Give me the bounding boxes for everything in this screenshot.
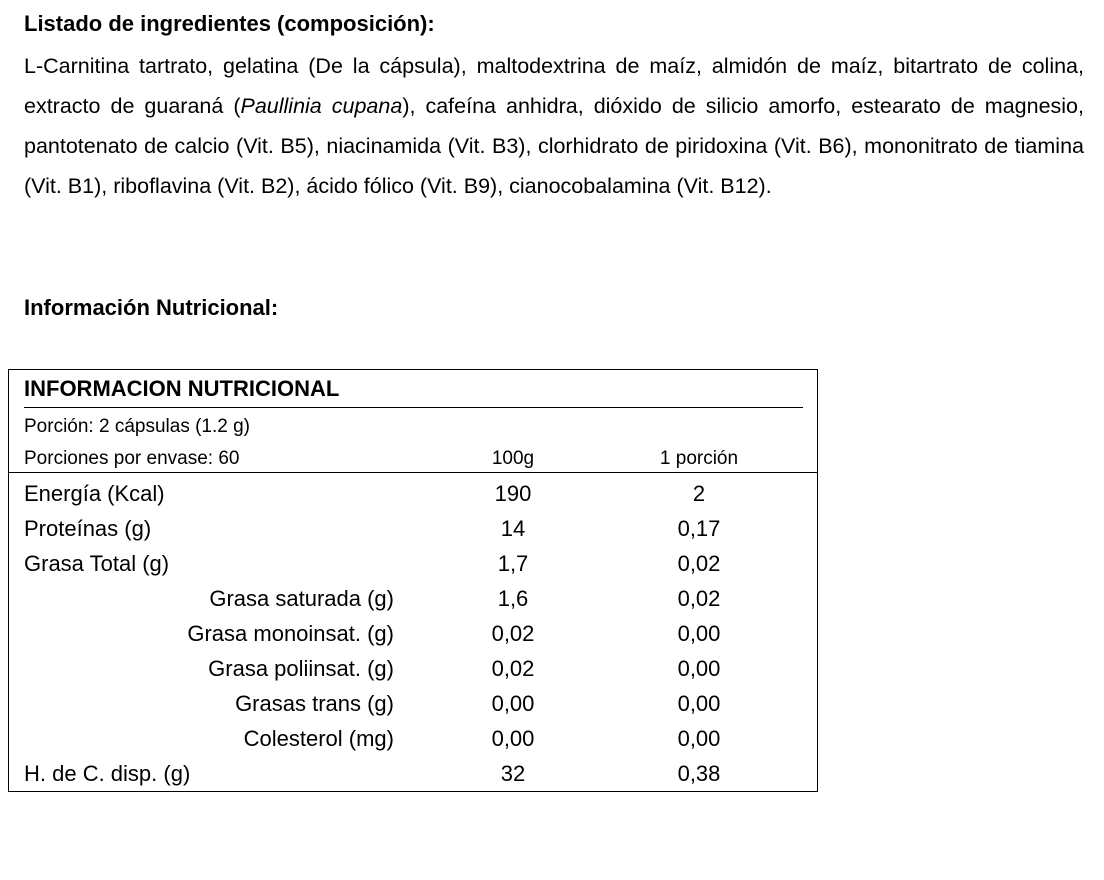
nutrient-name: Energía (Kcal): [24, 481, 165, 506]
nutrition-table-title: INFORMACION NUTRICIONAL: [24, 376, 340, 401]
value-100g: 0,00: [491, 691, 535, 716]
table-row: [9, 511, 817, 546]
header-divider: [9, 472, 817, 473]
value-100g: 0,02: [491, 621, 535, 646]
value-100g: 0,00: [491, 726, 535, 751]
value-portion: 0,17: [677, 516, 721, 541]
value-100g: 14: [500, 516, 526, 541]
value-100g: 32: [500, 761, 526, 786]
value-100g: 1,6: [497, 586, 529, 611]
value-portion: 2: [692, 481, 706, 506]
servings-per-container: Porciones por envase: 60: [24, 448, 240, 469]
nutrient-name: Grasa monoinsat. (g): [187, 621, 394, 646]
nutrient-name: Grasa poliinsat. (g): [208, 656, 394, 681]
table-row: [9, 616, 817, 651]
table-row: [9, 476, 817, 511]
value-portion: 0,00: [677, 726, 721, 751]
title-divider: [24, 407, 803, 408]
nutrient-name: Proteínas (g): [24, 516, 152, 541]
table-row: [9, 756, 817, 791]
table-row: [9, 581, 817, 616]
value-portion: 0,38: [677, 761, 721, 786]
nutrient-name: Grasa saturada (g): [209, 586, 394, 611]
nutrient-name: Grasa Total (g): [24, 551, 170, 576]
ingredients-text-part-2: ), cafeína anhidra, dióxido de silicio amorfo, estearato de magnesio, pantotenato de calcio (Vit. B5), niacinamida (Vit. B3), clorhidrato de piridoxina (Vit. B6), mononitrato de tiamina (Vit. B1), riboflavina (Vit. B2), ácido fólico (Vit. B9), cianocobalamina (Vit. B12).: [24, 94, 1084, 198]
value-100g: 1,7: [497, 551, 529, 576]
value-portion: 0,02: [677, 586, 721, 611]
table-row: [9, 721, 817, 756]
ingredients-scientific-name: Paullinia cupana: [240, 94, 403, 118]
table-row: [9, 686, 817, 721]
nutrient-name: Grasas trans (g): [235, 691, 394, 716]
ingredients-text: [24, 46, 1084, 206]
value-100g: 0,02: [491, 656, 535, 681]
nutrition-table: [8, 369, 818, 792]
table-row: [9, 651, 817, 686]
value-portion: 0,02: [677, 551, 721, 576]
column-header-100g: 100g: [491, 448, 535, 469]
value-100g: 190: [494, 481, 532, 506]
nutrition-section-title: Información Nutricional:: [24, 295, 279, 320]
nutrient-name: H. de C. disp. (g): [24, 761, 191, 786]
column-header-portion: 1 porción: [659, 448, 739, 469]
portion-size: Porción: 2 cápsulas (1.2 g): [24, 416, 251, 437]
ingredients-text-part-1: L-Carnitina tartrato, gelatina (De la cápsula), maltodextrina de maíz, almidón de maíz, bitartrato de colina, extracto de guaraná (: [24, 54, 1084, 118]
value-portion: 0,00: [677, 691, 721, 716]
ingredients-title: Listado de ingredientes (composición):: [24, 11, 435, 36]
value-portion: 0,00: [677, 656, 721, 681]
table-row: [9, 546, 817, 581]
nutrient-name: Colesterol (mg): [243, 726, 394, 751]
value-portion: 0,00: [677, 621, 721, 646]
